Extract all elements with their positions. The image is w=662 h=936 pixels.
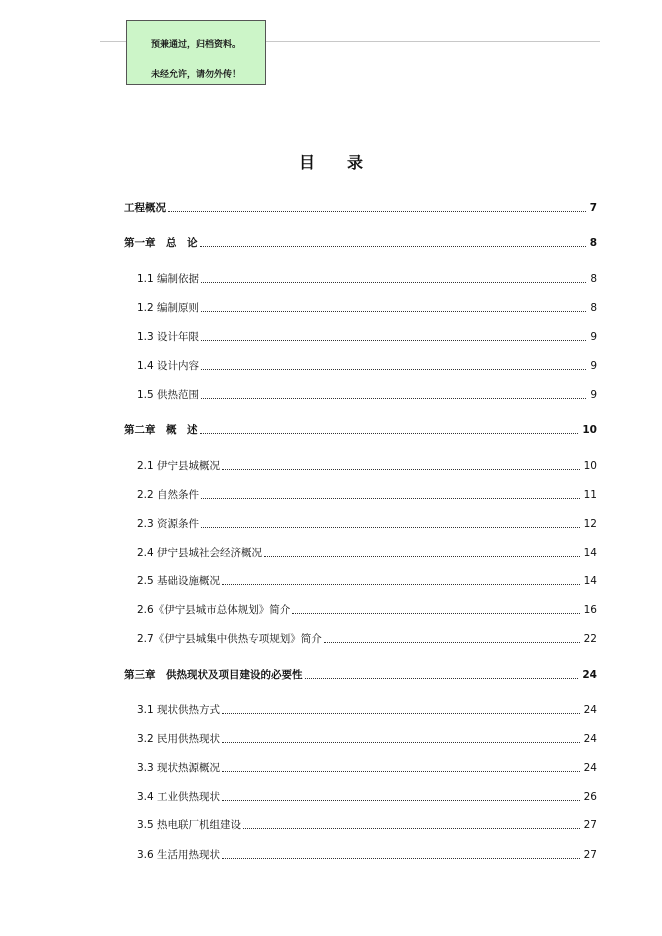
toc-entry-page: 24 xyxy=(583,762,597,774)
toc-entry-page: 24 xyxy=(583,733,597,745)
toc-entry-page: 14 xyxy=(583,547,597,559)
toc-entry-page: 24 xyxy=(582,669,597,681)
toc-leader xyxy=(222,858,580,859)
toc-entry[interactable] xyxy=(124,233,597,249)
toc-entry-label: 2.5 基础设施概况 xyxy=(137,575,221,587)
toc-leader xyxy=(201,527,580,528)
toc-leader xyxy=(222,713,580,714)
toc-entry[interactable] xyxy=(137,298,597,314)
toc-leader xyxy=(243,828,580,829)
toc-entry-label: 3.6 生活用热现状 xyxy=(137,849,221,861)
toc-entry[interactable] xyxy=(137,485,597,501)
toc-entry-page: 22 xyxy=(583,633,597,645)
toc-leader xyxy=(264,556,580,557)
toc-leader xyxy=(200,246,586,247)
toc-entry[interactable] xyxy=(137,571,597,587)
toc-entry-label: 1.1 编制依据 xyxy=(137,273,200,285)
toc-entry[interactable] xyxy=(137,269,597,285)
toc-entry[interactable] xyxy=(124,420,597,436)
toc-leader xyxy=(168,211,586,212)
toc-entry-label: 1.5 供热范围 xyxy=(137,389,200,401)
toc-entry-label: 2.2 自然条件 xyxy=(137,489,200,501)
toc-entry[interactable] xyxy=(137,327,597,343)
toc-entry-label: 3.4 工业供热现状 xyxy=(137,791,221,803)
toc-leader xyxy=(222,584,580,585)
toc-entry-page: 8 xyxy=(590,302,597,314)
toc-entry[interactable] xyxy=(137,600,597,616)
toc-leader xyxy=(305,678,579,679)
toc-entry-label: 2.1 伊宁县城概况 xyxy=(137,460,221,472)
toc-entry-page: 10 xyxy=(582,424,597,436)
toc-leader xyxy=(222,469,580,470)
stamp-line-2: 未经允许，请勿外传！ xyxy=(150,70,241,80)
toc-entry-label: 1.3 设计年限 xyxy=(137,331,200,343)
toc-entry-label: 工程概况 xyxy=(124,202,166,214)
toc-entry-label: 1.4 设计内容 xyxy=(137,360,200,372)
toc-entry-page: 10 xyxy=(583,460,597,472)
toc-entry[interactable] xyxy=(137,729,597,745)
toc-entry-label: 3.3 现状热源概况 xyxy=(137,762,221,774)
toc-entry-page: 16 xyxy=(583,604,597,616)
toc-leader xyxy=(201,282,586,283)
toc-leader xyxy=(222,771,580,772)
toc-entry[interactable] xyxy=(137,787,597,803)
toc-leader xyxy=(201,398,586,399)
toc-entry-label: 3.5 热电联厂机组建设 xyxy=(137,819,242,831)
toc-entry[interactable] xyxy=(124,665,597,681)
toc-entry-label: 3.2 民用供热现状 xyxy=(137,733,221,745)
toc-entry-page: 7 xyxy=(589,202,597,214)
toc-entry-page: 9 xyxy=(590,331,597,343)
toc-entry-label: 第三章 供热现状及项目建设的必要性 xyxy=(124,669,303,681)
toc-leader xyxy=(201,369,586,370)
toc-entry-page: 8 xyxy=(589,237,597,249)
toc-entry-page: 27 xyxy=(583,849,597,861)
toc-entry-page: 8 xyxy=(590,273,597,285)
toc-entry-label: 2.6《伊宁县城市总体规划》简介 xyxy=(137,604,291,616)
toc-leader xyxy=(222,800,580,801)
toc-entry-page: 9 xyxy=(590,389,597,401)
toc-entry[interactable] xyxy=(137,629,597,645)
toc-entry[interactable] xyxy=(137,543,597,559)
toc-entry-label: 第一章 总 论 xyxy=(124,237,198,249)
toc-entry[interactable] xyxy=(137,700,597,716)
toc-entry-page: 24 xyxy=(583,704,597,716)
toc-leader xyxy=(201,340,586,341)
toc-leader xyxy=(200,433,579,434)
toc-entry-label: 3.1 现状供热方式 xyxy=(137,704,221,716)
toc-entry[interactable] xyxy=(124,198,597,214)
toc-entry[interactable] xyxy=(137,385,597,401)
toc-leader xyxy=(292,613,579,614)
toc-entry-page: 11 xyxy=(583,489,597,501)
toc-leader xyxy=(222,742,580,743)
page-title: 目 录 xyxy=(298,153,363,172)
toc-entry[interactable] xyxy=(137,815,597,831)
toc-leader xyxy=(201,498,580,499)
toc-entry[interactable] xyxy=(137,845,597,861)
toc-entry-page: 12 xyxy=(583,518,597,530)
toc-entry[interactable] xyxy=(137,514,597,530)
toc-entry-label: 1.2 编制原则 xyxy=(137,302,200,314)
toc-entry[interactable] xyxy=(137,758,597,774)
toc-entry-label: 2.7《伊宁县城集中供热专项规划》简介 xyxy=(137,633,322,645)
toc-leader xyxy=(324,642,580,643)
toc-entry-page: 9 xyxy=(590,360,597,372)
toc-leader xyxy=(201,311,586,312)
toc-entry-page: 27 xyxy=(583,819,597,831)
toc-entry-page: 14 xyxy=(583,575,597,587)
toc-entry[interactable] xyxy=(137,356,597,372)
toc-entry-label: 2.4 伊宁县城社会经济概况 xyxy=(137,547,263,559)
toc-entry-label: 2.3 资源条件 xyxy=(137,518,200,530)
stamp-line-1: 预兼通过，归档资料。 xyxy=(150,40,241,50)
toc-entry-label: 第二章 概 述 xyxy=(124,424,198,436)
toc-entry[interactable] xyxy=(137,456,597,472)
toc-entry-page: 26 xyxy=(583,791,597,803)
